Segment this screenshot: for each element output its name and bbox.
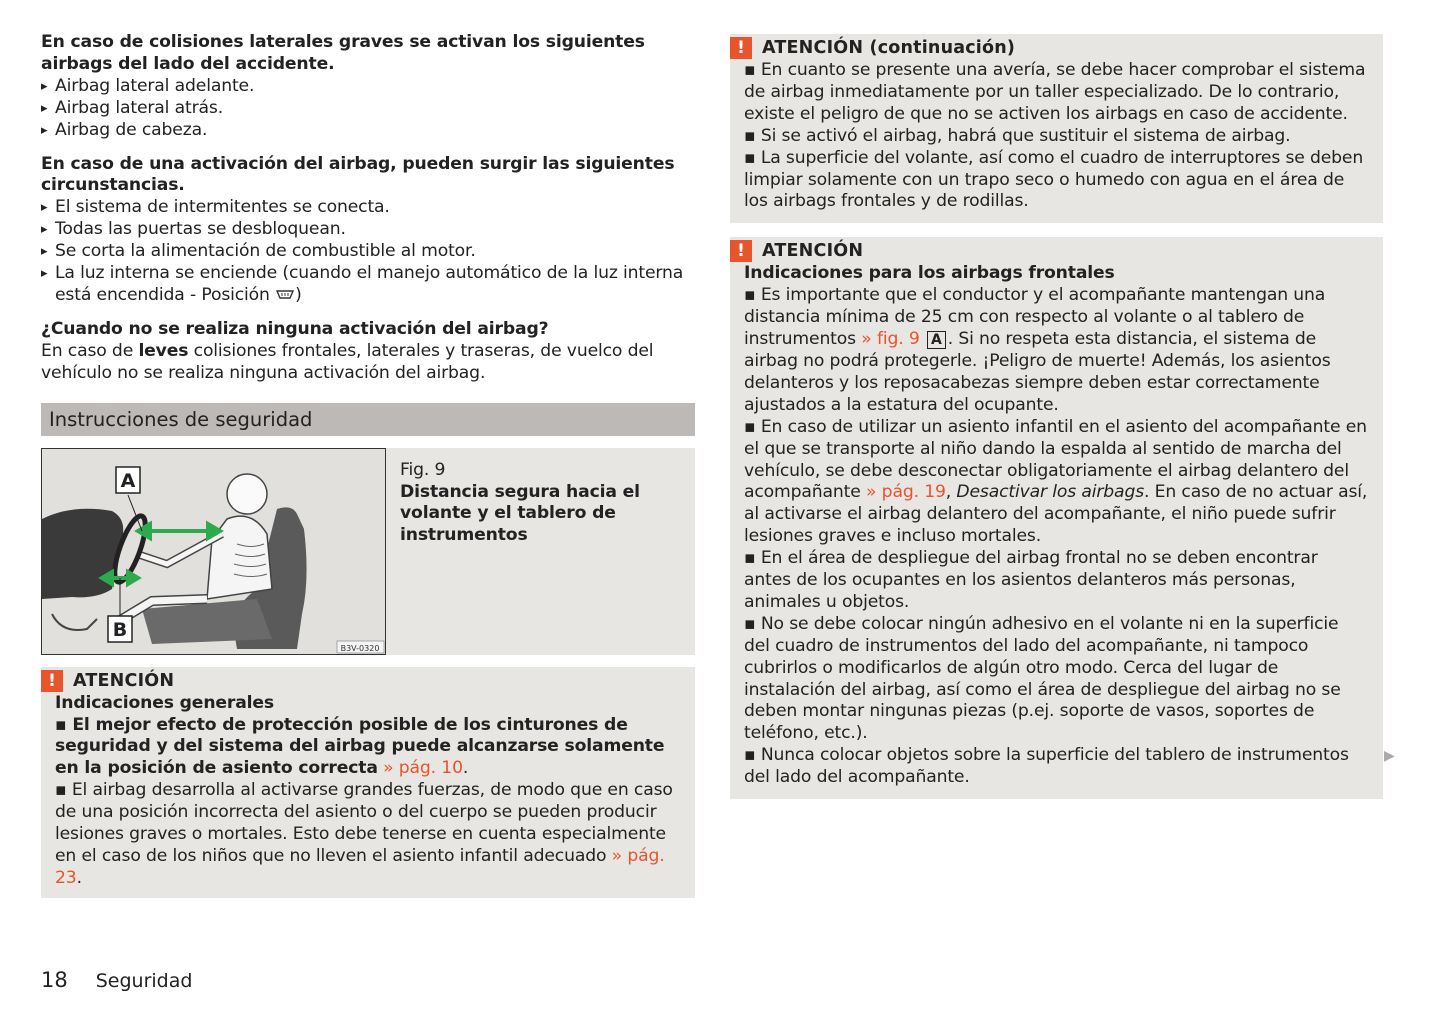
page-link[interactable]: » pág. 23 — [55, 845, 665, 888]
warning-item: ▪ El mejor efecto de protección posible de los cinturones de seguridad y del sistema del airbag puede alcanzarse solamente en la posición de asiento correcta » pág. 10. — [55, 714, 665, 779]
warning-item: ▪ Nunca colocar objetos sobre la superficie del tablero de instrumentos del lado del acompañante. — [744, 745, 1349, 788]
warning-item: ▪ Si se activó el airbag, habrá que sustituir el sistema de airbag. — [744, 125, 1291, 146]
no-activation-heading: ¿Cuando no se realiza ninguna activación del airbag? — [41, 318, 549, 339]
list-item: ▸ Todas las puertas se desbloquean. — [41, 219, 346, 240]
continue-arrow-icon: ▶ — [1384, 748, 1395, 764]
warning-item: ▪ El airbag desarrolla al activarse grandes fuerzas, de modo que en caso de una posición incorrecta del asiento o del cuerpo se pueden producir lesiones graves o mortales. Esto debe tenerse en cuenta especialmente en el caso de los niños que no lleven el asiento infantil adecuado » pág. 23. — [55, 780, 673, 888]
warning-header — [730, 36, 1369, 60]
warning-item: ▪ En el área de despliegue del airbag frontal no se deben encontrar antes de los ocupantes en los asientos delanteros más personas, animales u objetos. — [744, 548, 1318, 612]
side-airbags-heading: En caso de colisiones laterales graves se activan los siguientes airbags del lado del accidente. — [41, 32, 645, 74]
right-column — [730, 34, 1383, 799]
interior-light-icon — [275, 288, 295, 302]
warning-title: ATENCIÓN (continuación) — [762, 38, 1016, 58]
figure-caption-text: Distancia segura hacia el volante y el tablero de instrumentos — [400, 481, 640, 546]
side-airbags-block — [41, 32, 695, 142]
figure-link[interactable]: » fig. 9 — [861, 329, 920, 350]
warning-subtitle: Indicaciones para los airbags frontales — [744, 263, 1115, 284]
warning-item: ▪ Es importante que el conductor y el acompañante mantengan una distancia mínima de 25 cm con respecto al volante o al tablero de instrumentos » fig. 9 A . Si no respeta esta distancia, el sistema de airbag no podrá protegerle. ¡Peligro de muerte! Además, los asientos delanteros y los reposacabezas siempre deben estar correctamente ajustados a la estatura del ocupante. — [744, 285, 1331, 415]
warning-icon: ! — [41, 670, 63, 692]
warning-item: ▪ No se debe colocar ningún adhesivo en el volante ni en la superficie del cuadro de instrumentos del lado del acompañante, ni tampoco cubrirlos o modificarlos de algún otro modo. Cerca del lugar de instalación del airbag, así como el área de despliegue del airbag no se deben montar ningunas piezas (p.ej. soporte de vasos, soportes de teléfono, etc.). — [744, 613, 1341, 744]
warning-item: ▪ En caso de utilizar un asiento infantil en el asiento del acompañante en el que se transporte al niño dando la espalda al sentido de marcha del vehículo, se debe desconectar obligatoriamente el airbag delantero del acompañante » pág. 19, Desactivar los airbags. En caso de no actuar así, al activarse el airbag delantero del acompañante, el niño puede sufrir lesiones graves e incluso mortales. — [744, 416, 1368, 547]
figure-label-b: B — [112, 618, 128, 641]
page-number: 18 — [41, 968, 68, 992]
list-item: ▸ El sistema de intermitentes se conecta. — [41, 197, 390, 218]
warning-title: ATENCIÓN — [762, 241, 864, 262]
activation-heading: En caso de una activación del airbag, pueden surgir las siguientes circunstancias. — [41, 153, 675, 196]
figure-label-a: A — [120, 469, 136, 492]
left-column — [41, 32, 695, 898]
warning-icon: ! — [730, 240, 752, 262]
no-activation-text: En caso de leves colisiones frontales, laterales y traseras, de vuelco del vehículo no se realiza ninguna activación del airbag. — [41, 340, 654, 383]
warning-general — [41, 667, 695, 898]
warning-header — [41, 669, 681, 693]
warning-subtitle: Indicaciones generales — [55, 692, 275, 713]
list-item: ▸ Airbag de cabeza. — [41, 119, 208, 140]
warning-item: ▪ En cuanto se presente una avería, se debe hacer comprobar el sistema de airbag inmediatamente por un taller especializado. De lo contrario, existe el peligro de que no se activen los airbags en caso de accidente. — [744, 60, 1366, 124]
list-item: ▸ Airbag lateral adelante. — [41, 75, 255, 96]
list-item: ▸ Se corta la alimentación de combustible al motor. — [41, 241, 476, 262]
warning-item: ▪ La superficie del volante, así como el cuadro de interruptores se deben limpiar solamente con un trapo seco o humedo con agua en el área de los airbags frontales y de rodillas. — [744, 147, 1364, 212]
no-activation-block — [41, 319, 695, 385]
page-link[interactable]: » pág. 19 — [866, 482, 946, 503]
section-title: Instrucciones de seguridad — [41, 403, 695, 436]
seated-driver-illustration — [42, 449, 385, 654]
chapter-name: Seguridad — [95, 970, 193, 992]
page-link[interactable]: » pág. 10 — [383, 758, 463, 779]
warning-title: ATENCIÓN — [73, 670, 175, 691]
list-item: ▸ La luz interna se enciende (cuando el manejo automático de la luz interna está encendida - Posición ) — [41, 263, 684, 305]
figure-code: B3V-0320 — [340, 643, 380, 653]
warning-frontal — [730, 237, 1383, 799]
list-item: ▸ Airbag lateral atrás. — [41, 97, 224, 118]
figure-number: Fig. 9 — [400, 459, 446, 480]
warning-icon: ! — [730, 37, 752, 59]
warning-header — [730, 239, 1369, 263]
page-footer — [41, 968, 192, 992]
warning-continued — [730, 34, 1383, 223]
figure-marker-a: A — [927, 331, 946, 349]
figure-illustration — [41, 448, 386, 655]
activation-block — [41, 154, 695, 307]
figure-row — [41, 448, 695, 655]
figure-caption — [386, 448, 695, 655]
